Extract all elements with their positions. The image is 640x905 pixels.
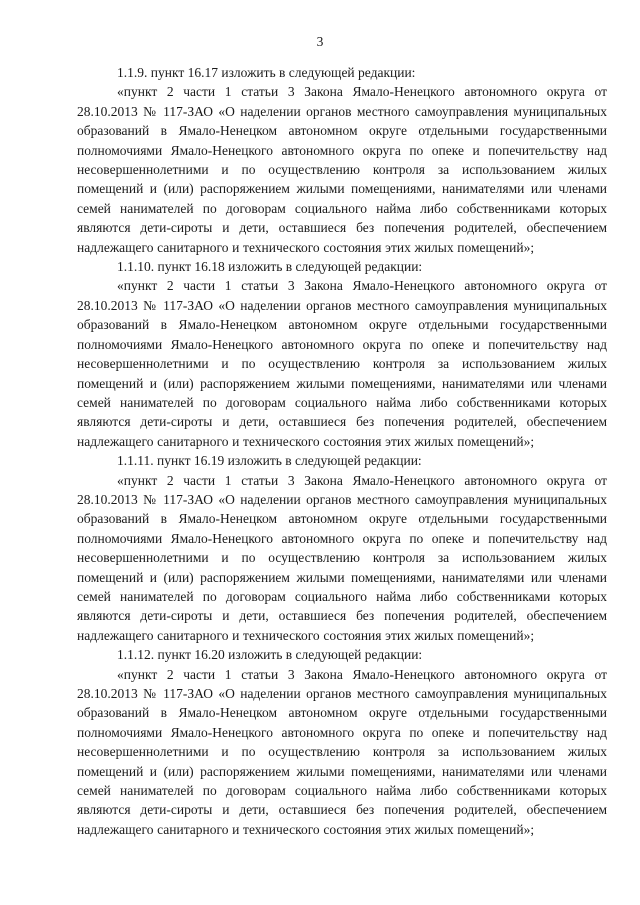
amendment-heading: 1.1.10. пункт 16.18 изложить в следующей редакции: xyxy=(117,259,423,275)
amendment-item xyxy=(77,645,607,839)
amendment-item xyxy=(77,451,607,645)
amendment-heading: 1.1.9. пункт 16.17 изложить в следующей редакции: xyxy=(117,65,416,80)
page-number: 3 xyxy=(316,34,324,49)
document-body xyxy=(77,63,607,839)
amendment-text: «пункт 2 части 1 статьи 3 Закона Ямало-Ненецкого автономного округа от 28.10.2013 № 117-ЗАО «О наделении органов местного самоуправления муниципальных образований в Ямало-Ненецком автономном округе отдельными государственными полномочиями Ямало-Ненецкого автономного округа по опеке и попечительству над несовершеннолетними и по осуществлению контроля за использованием жилых помещений и (или) распоряжением жилыми помещениями, нанимателями или членами семей нанимателей по договорам социального найма либо собственниками которых являются дети-сироты и дети, оставшиеся без попечения родителей, обеспечением надлежащего санитарного и технического состояния этих жилых помещений»; xyxy=(77,278,607,449)
amendment-text: «пункт 2 части 1 статьи 3 Закона Ямало-Ненецкого автономного округа от 28.10.2013 № 117-ЗАО «О наделении органов местного самоуправления муниципальных образований в Ямало-Ненецком автономном округе отдельными государственными полномочиями Ямало-Ненецкого автономного округа по опеке и попечительству над несовершеннолетними и по осуществлению контроля за использованием жилых помещений и (или) распоряжением жилыми помещениями, нанимателями или членами семей нанимателей по договорам социального найма либо собственниками которых являются дети-сироты и дети, оставшиеся без попечения родителей, обеспечением надлежащего санитарного и технического состояния этих жилых помещений»; xyxy=(77,666,607,837)
amendment-heading: 1.1.11. пункт 16.19 изложить в следующей редакции: xyxy=(117,453,422,469)
amendment-item xyxy=(77,63,607,257)
amendment-text: «пункт 2 части 1 статьи 3 Закона Ямало-Ненецкого автономного округа от 28.10.2013 № 117-ЗАО «О наделении органов местного самоуправления муниципальных образований в Ямало-Ненецком автономном округе отдельными государственными полномочиями Ямало-Ненецкого автономного округа по опеке и попечительству над несовершеннолетними и по осуществлению контроля за использованием жилых помещений и (или) распоряжением жилыми помещениями, нанимателями или членами семей нанимателей по договорам социального найма либо собственниками которых являются дети-сироты и дети, оставшиеся без попечения родителей, обеспечением надлежащего санитарного и технического состояния этих жилых помещений»; xyxy=(77,84,607,255)
amendment-text: «пункт 2 части 1 статьи 3 Закона Ямало-Ненецкого автономного округа от 28.10.2013 № 117-ЗАО «О наделении органов местного самоуправления муниципальных образований в Ямало-Ненецком автономном округе отдельными государственными полномочиями Ямало-Ненецкого автономного округа по опеке и попечительству над несовершеннолетними и по осуществлению контроля за использованием жилых помещений и (или) распоряжением жилыми помещениями, нанимателями или членами семей нанимателей по договорам социального найма либо собственниками которых являются дети-сироты и дети, оставшиеся без попечения родителей, обеспечением надлежащего санитарного и технического состояния этих жилых помещений»; xyxy=(77,472,607,643)
amendment-heading: 1.1.12. пункт 16.20 изложить в следующей редакции: xyxy=(117,647,423,663)
amendment-item xyxy=(77,257,607,451)
